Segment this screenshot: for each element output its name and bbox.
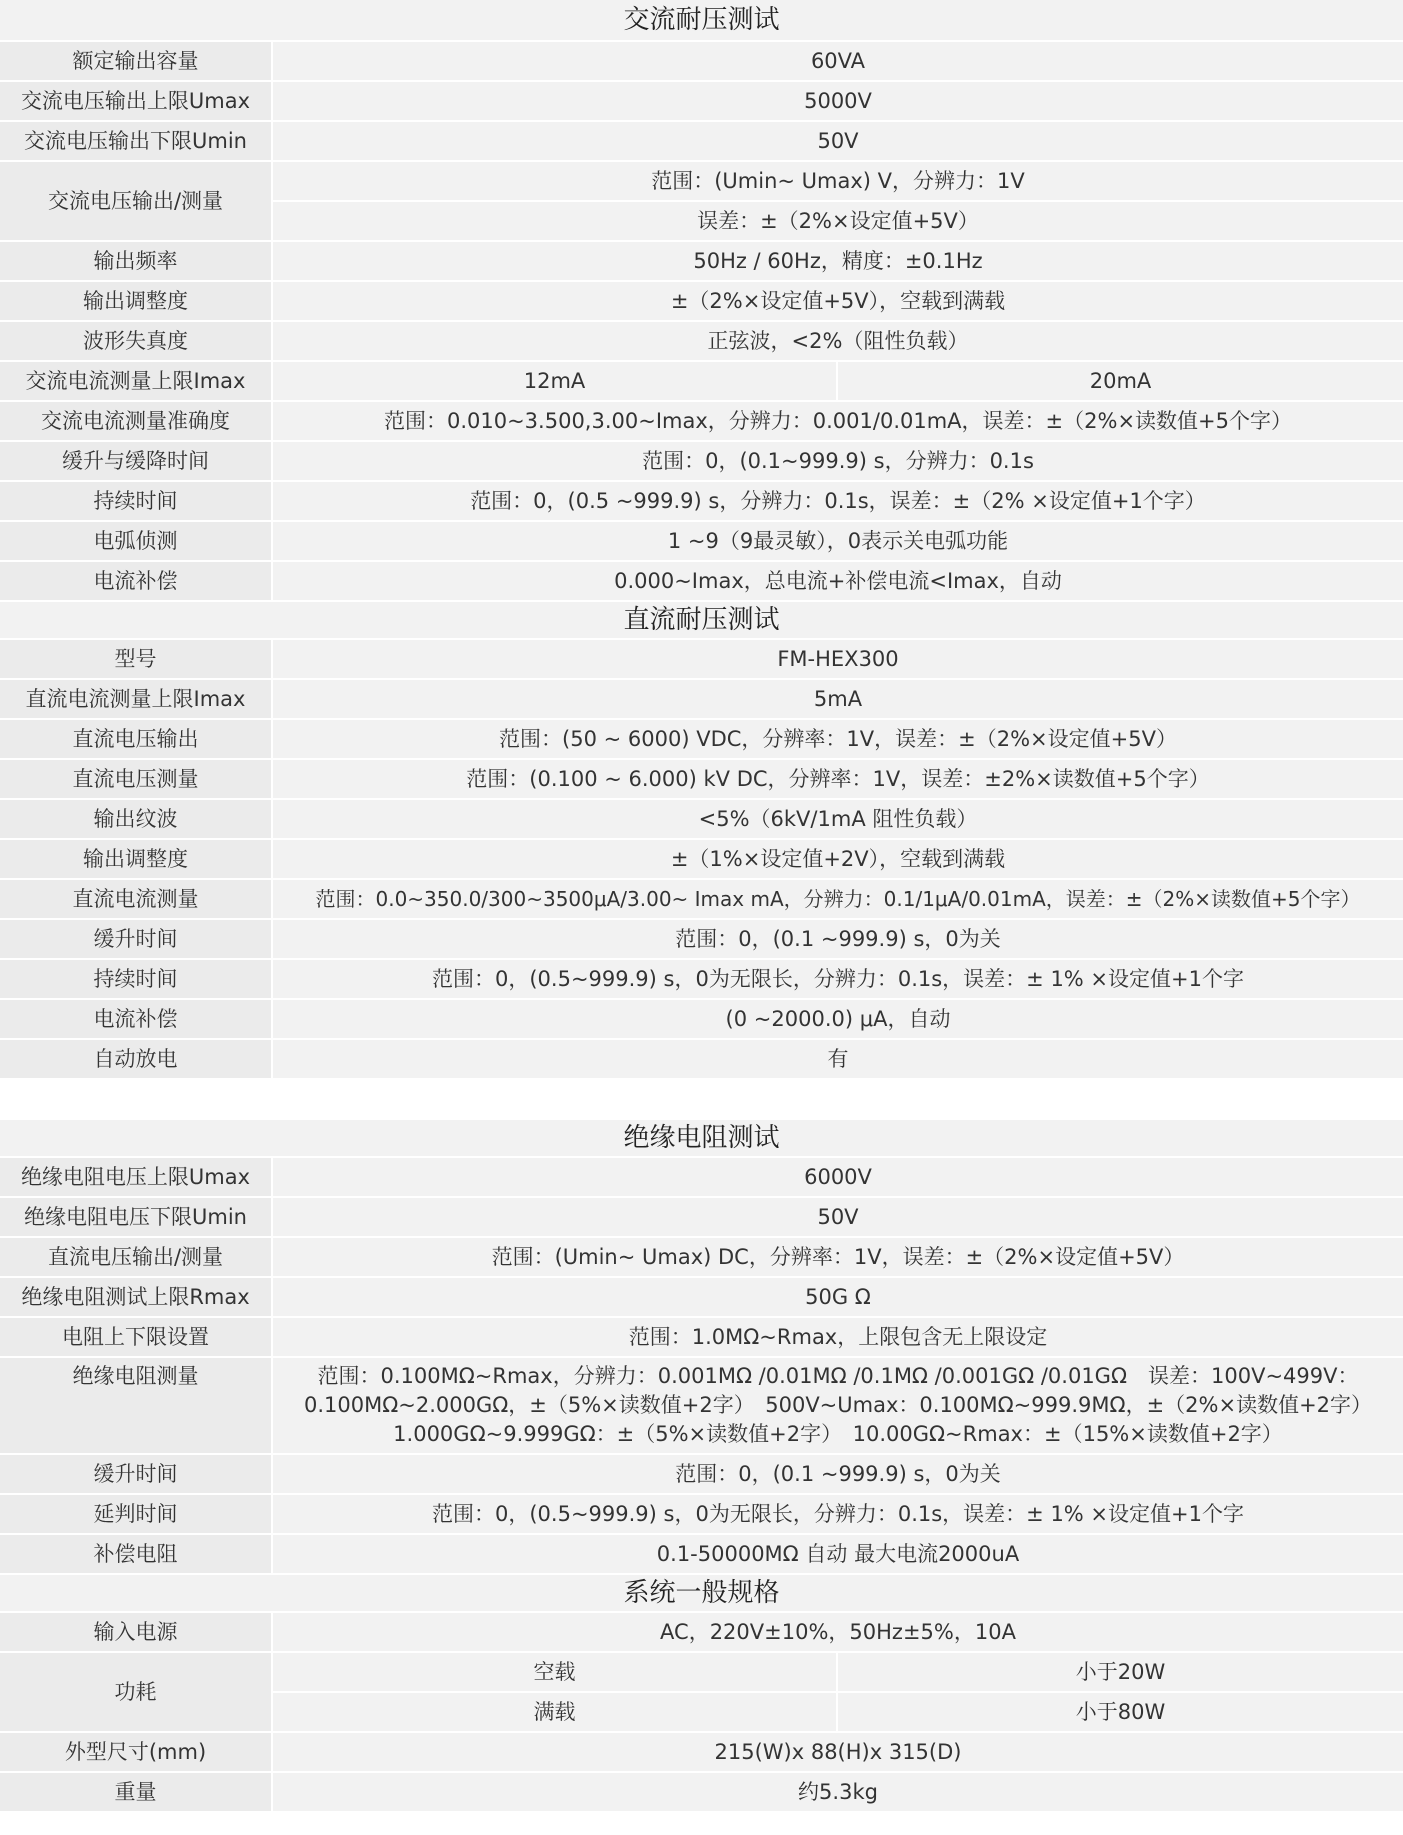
spec-value: 范围：0，(0.1~999.9) s，分辨力：0.1s — [272, 441, 1403, 481]
spec-label: 电流补偿 — [0, 999, 272, 1039]
spec-label: 交流电压输出上限Umax — [0, 81, 272, 121]
spec-value: 范围：1.0MΩ~Rmax，上限包含无上限设定 — [272, 1317, 1403, 1357]
spec-label: 绝缘电阻电压下限Umin — [0, 1197, 272, 1237]
spec-value: (0 ~2000.0) μA，自动 — [272, 999, 1403, 1039]
spec-value: AC，220V±10%，50Hz±5%，10A — [272, 1612, 1403, 1652]
spec-value: 5000V — [272, 81, 1403, 121]
spec-label: 功耗 — [0, 1652, 272, 1732]
spec-value: 50Hz / 60Hz，精度：±0.1Hz — [272, 241, 1403, 281]
spec-value: 50G Ω — [272, 1277, 1403, 1317]
spec-label: 绝缘电阻测量 — [0, 1357, 272, 1454]
section-title-ac-hipot: 交流耐压测试 — [0, 0, 1403, 41]
spec-value: 范围：(0.100 ~ 6.000) kV DC，分辨率：1V，误差：±2%×读数值+5个字） — [272, 759, 1403, 799]
spec-label: 输出调整度 — [0, 281, 272, 321]
spec-value: ±（2%×设定值+5V），空载到满载 — [272, 281, 1403, 321]
spec-label: 直流电压输出 — [0, 719, 272, 759]
spec-label: 交流电流测量上限Imax — [0, 361, 272, 401]
spec-value: 0.1-50000MΩ 自动 最大电流2000uA — [272, 1534, 1403, 1574]
spec-value: 范围：(Umin~ Umax) V，分辨力：1V — [272, 161, 1403, 201]
spec-value: 0.000~Imax，总电流+补偿电流<Imax，自动 — [272, 561, 1403, 601]
spec-label: 重量 — [0, 1772, 272, 1812]
spec-value: 范围：0，(0.1 ~999.9) s，0为关 — [272, 919, 1403, 959]
spec-value: 范围：(50 ~ 6000) VDC，分辨率：1V，误差：±（2%×设定值+5V） — [272, 719, 1403, 759]
spec-label: 缓升与缓降时间 — [0, 441, 272, 481]
spec-label: 型号 — [0, 639, 272, 679]
spec-label: 直流电流测量上限Imax — [0, 679, 272, 719]
spec-label: 缓升时间 — [0, 1454, 272, 1494]
spec-value: 范围：0，(0.5~999.9) s，0为无限长，分辨力：0.1s，误差：± 1% ×设定值+1个字 — [272, 959, 1403, 999]
spec-value: 正弦波，<2%（阻性负载） — [272, 321, 1403, 361]
spec-value-line: 范围：0.100MΩ~Rmax，分辨力：0.001MΩ /0.01MΩ /0.1MΩ /0.001GΩ /0.01GΩ 误差：100V~499V： — [317, 1364, 1359, 1388]
spec-value: 1 ~9（9最灵敏），0表示关电弧功能 — [272, 521, 1403, 561]
spec-value: 范围：0，(0.1 ~999.9) s，0为关 — [272, 1454, 1403, 1494]
spec-value: 范围：0.0~350.0/300~3500μA/3.00~ Imax mA，分辨力：0.1/1μA/0.01mA，误差：±（2%×读数值+5个字） — [272, 879, 1403, 919]
spec-value: 有 — [272, 1039, 1403, 1079]
spec-label: 持续时间 — [0, 959, 272, 999]
spec-label: 交流电流测量准确度 — [0, 401, 272, 441]
power-condition: 满载 — [272, 1692, 837, 1732]
spec-value-line: 0.100MΩ~2.000GΩ，±（5%×读数值+2字） 500V~Umax：0.100MΩ~999.9MΩ，±（2%×读数值+2字） — [303, 1393, 1373, 1417]
spec-label: 波形失真度 — [0, 321, 272, 361]
power-value: 小于20W — [837, 1652, 1403, 1692]
spec-label: 电阻上下限设置 — [0, 1317, 272, 1357]
section-title-insulation: 绝缘电阻测试 — [0, 1119, 1403, 1157]
spec-label: 绝缘电阻测试上限Rmax — [0, 1277, 272, 1317]
spec-value: FM-HEX300 — [272, 639, 1403, 679]
power-condition: 空载 — [272, 1652, 837, 1692]
spec-value: <5%（6kV/1mA 阻性负载） — [272, 799, 1403, 839]
section-title-general: 系统一般规格 — [0, 1574, 1403, 1612]
spec-value: 约5.3kg — [272, 1772, 1403, 1812]
spec-value: 50V — [272, 121, 1403, 161]
spec-label: 外型尺寸(mm) — [0, 1732, 272, 1772]
spec-value-line: 1.000GΩ~9.999GΩ：±（5%×读数值+2字） 10.00GΩ~Rmax：±（15%×读数值+2字） — [393, 1422, 1283, 1446]
spec-label: 直流电压测量 — [0, 759, 272, 799]
spec-label: 缓升时间 — [0, 919, 272, 959]
spec-value-12ma: 12mA — [272, 361, 837, 401]
spec-value: 50V — [272, 1197, 1403, 1237]
spec-value: 6000V — [272, 1157, 1403, 1197]
spec-value-20ma: 20mA — [837, 361, 1403, 401]
spec-label: 延判时间 — [0, 1494, 272, 1534]
spec-value: 范围：(Umin~ Umax) DC，分辨率：1V，误差：±（2%×设定值+5V） — [272, 1237, 1403, 1277]
spec-label: 直流电流测量 — [0, 879, 272, 919]
spec-label: 电流补偿 — [0, 561, 272, 601]
spec-label: 输出调整度 — [0, 839, 272, 879]
power-value: 小于80W — [837, 1692, 1403, 1732]
spec-label: 绝缘电阻电压上限Umax — [0, 1157, 272, 1197]
spec-value: 范围：0.010~3.500,3.00~Imax，分辨力：0.001/0.01mA，误差：±（2%×读数值+5个字） — [272, 401, 1403, 441]
block-spacer — [0, 1079, 1403, 1119]
spec-label: 输入电源 — [0, 1612, 272, 1652]
spec-label: 交流电压输出/测量 — [0, 161, 272, 241]
spec-label: 电弧侦测 — [0, 521, 272, 561]
spec-value: 60VA — [272, 41, 1403, 81]
spec-value-multiline — [272, 1357, 1403, 1454]
spec-value: 范围：0，(0.5~999.9) s，0为无限长，分辨力：0.1s，误差：± 1% ×设定值+1个字 — [272, 1494, 1403, 1534]
spec-label: 输出纹波 — [0, 799, 272, 839]
spec-label: 输出频率 — [0, 241, 272, 281]
spec-label: 交流电压输出下限Umin — [0, 121, 272, 161]
spec-value: 5mA — [272, 679, 1403, 719]
spec-value: 误差：±（2%×设定值+5V） — [272, 201, 1403, 241]
spec-label: 额定输出容量 — [0, 41, 272, 81]
spec-label: 自动放电 — [0, 1039, 272, 1079]
spec-value: ±（1%×设定值+2V），空载到满载 — [272, 839, 1403, 879]
spec-label: 直流电压输出/测量 — [0, 1237, 272, 1277]
spec-value: 215(W)x 88(H)x 315(D) — [272, 1732, 1403, 1772]
section-title-dc-hipot: 直流耐压测试 — [0, 601, 1403, 639]
spec-label: 补偿电阻 — [0, 1534, 272, 1574]
spec-value: 范围：0，(0.5 ~999.9) s，分辨力：0.1s，误差：±（2% ×设定值+1个字） — [272, 481, 1403, 521]
spec-label: 持续时间 — [0, 481, 272, 521]
